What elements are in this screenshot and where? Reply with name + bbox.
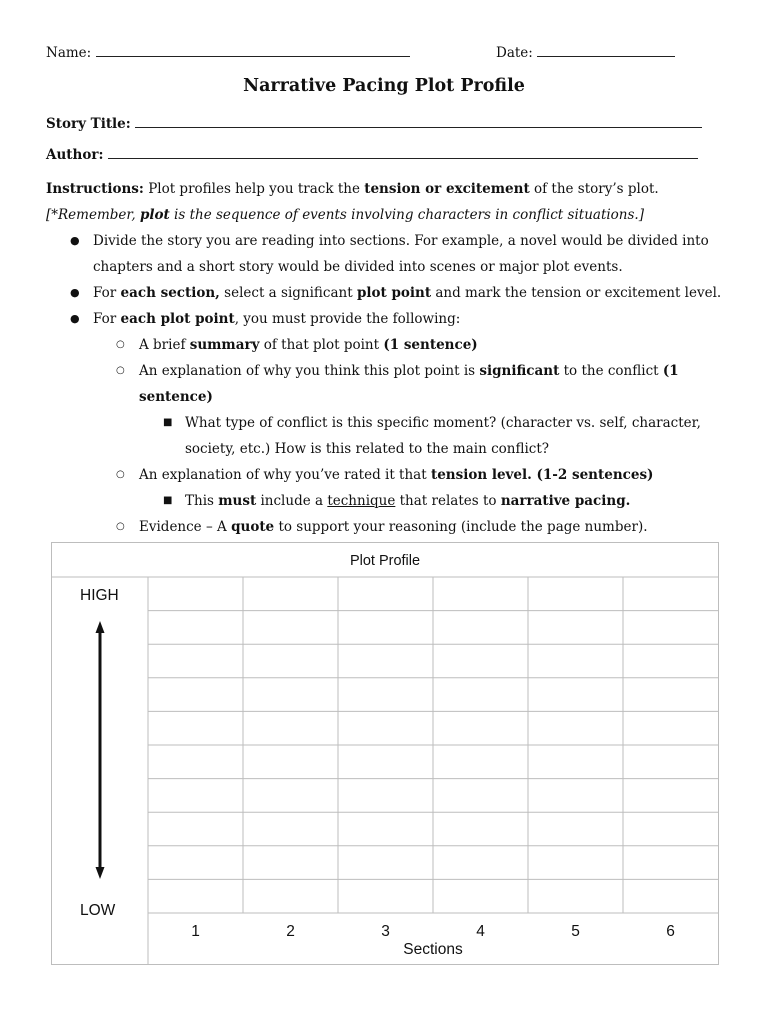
item-text: , you must provide the following:: [234, 311, 461, 327]
item-text: that relates to: [395, 493, 501, 509]
vertical-arrow-icon: [96, 621, 105, 879]
item-text: A brief: [139, 337, 190, 353]
intro-text: Plot profiles help you track the: [148, 181, 365, 197]
date-field[interactable]: [496, 44, 675, 61]
instructions: [46, 176, 726, 540]
item-bold: tension level. (1-2 sentences): [430, 467, 654, 483]
list-item: [46, 306, 726, 332]
section-tick-label: 3: [381, 923, 390, 940]
author-field[interactable]: [46, 146, 698, 163]
item-text: to support your reasoning (include the page number).: [274, 519, 648, 535]
instruction-list: [46, 228, 726, 540]
bullet-icon: ●: [70, 312, 80, 325]
remember-text-2: is the sequence of events involving characters in conflict situations.]: [169, 207, 644, 223]
item-text: include a: [256, 493, 328, 509]
section-tick-label: 6: [666, 923, 675, 940]
item-bold: (1 sentence): [383, 337, 478, 353]
square-bullet-icon: ■: [163, 417, 173, 428]
arrow-head-down: [96, 867, 105, 879]
name-blank[interactable]: [96, 44, 410, 57]
item-text: select a significant: [219, 285, 357, 301]
list-item: [46, 332, 726, 358]
bullet-icon: ●: [70, 234, 80, 247]
story-title-field[interactable]: [46, 115, 702, 132]
list-item: [46, 514, 726, 540]
item-text: For: [93, 285, 121, 301]
page-title: Narrative Pacing Plot Profile: [243, 76, 525, 96]
plot-profile-chart: [51, 542, 719, 965]
intro-text-2: of the story’s plot.: [529, 181, 659, 197]
x-axis-label: Sections: [403, 941, 463, 958]
item-bold: (1 sentence): [139, 363, 679, 405]
item-bold: plot point: [356, 285, 432, 301]
bullet-icon: ●: [70, 286, 80, 299]
list-item: [46, 488, 726, 514]
item-bold: each section,: [120, 285, 220, 301]
author-blank[interactable]: [108, 146, 698, 159]
item-text: to the conflict: [559, 363, 663, 379]
section-tick-label: 5: [571, 923, 580, 940]
instructions-label: Instructions:: [46, 181, 144, 197]
list-item: [46, 462, 726, 488]
item-text: Evidence – A: [139, 519, 232, 535]
arrow-head-up: [96, 621, 105, 633]
remember-bold: plot: [139, 207, 170, 223]
tick-labels: [191, 923, 675, 940]
y-high-label: HIGH: [80, 587, 119, 604]
item-bold: significant: [479, 363, 560, 379]
date-label: Date:: [496, 45, 533, 61]
item-text: An explanation of why you think this plot point is: [139, 363, 480, 379]
story-title-blank[interactable]: [135, 115, 702, 128]
item-text: of that plot point: [259, 337, 384, 353]
item-text: What type of conflict is this specific moment? (character vs. self, character, society, etc.) How is this related to the main conflict?: [185, 415, 701, 457]
circle-bullet-icon: ○: [116, 521, 125, 532]
item-text: Divide the story you are reading into sections. For example, a novel would be divided into chapters and a short story would be divided into scenes or major plot events.: [93, 233, 709, 275]
section-tick-label: 2: [286, 923, 295, 940]
item-bold: each plot point: [120, 311, 235, 327]
item-text: and mark the tension or excitement level.: [431, 285, 722, 301]
item-bold: quote: [231, 519, 275, 535]
circle-bullet-icon: ○: [116, 339, 125, 350]
circle-bullet-icon: ○: [116, 469, 125, 480]
circle-bullet-icon: ○: [116, 365, 125, 376]
name-field[interactable]: [46, 44, 410, 61]
date-blank[interactable]: [537, 44, 675, 57]
chart-title: Plot Profile: [349, 553, 421, 569]
item-text: This: [185, 493, 219, 509]
remember-text: [*Remember,: [46, 207, 140, 223]
list-item: [46, 228, 726, 280]
list-item: [46, 358, 726, 410]
author-label: Author:: [46, 147, 104, 163]
square-bullet-icon: ■: [163, 495, 173, 506]
item-bold: narrative pacing.: [500, 493, 631, 509]
name-label: Name:: [46, 45, 92, 61]
item-bold: summary: [189, 337, 260, 353]
item-text: An explanation of why you’ve rated it that: [139, 467, 431, 483]
list-item: [46, 410, 726, 462]
item-text: For: [93, 311, 121, 327]
section-tick-label: 4: [476, 923, 485, 940]
section-tick-label: 1: [191, 923, 200, 940]
item-underline: technique: [327, 493, 396, 509]
intro-bold: tension or excitement: [364, 181, 530, 197]
list-item: [46, 280, 726, 306]
instructions-intro: [46, 176, 726, 228]
grid-layer: [52, 577, 718, 964]
plot-profile-grid: [52, 543, 718, 964]
story-title-label: Story Title:: [46, 116, 131, 132]
y-low-label: LOW: [80, 902, 116, 919]
item-bold: must: [218, 493, 257, 509]
